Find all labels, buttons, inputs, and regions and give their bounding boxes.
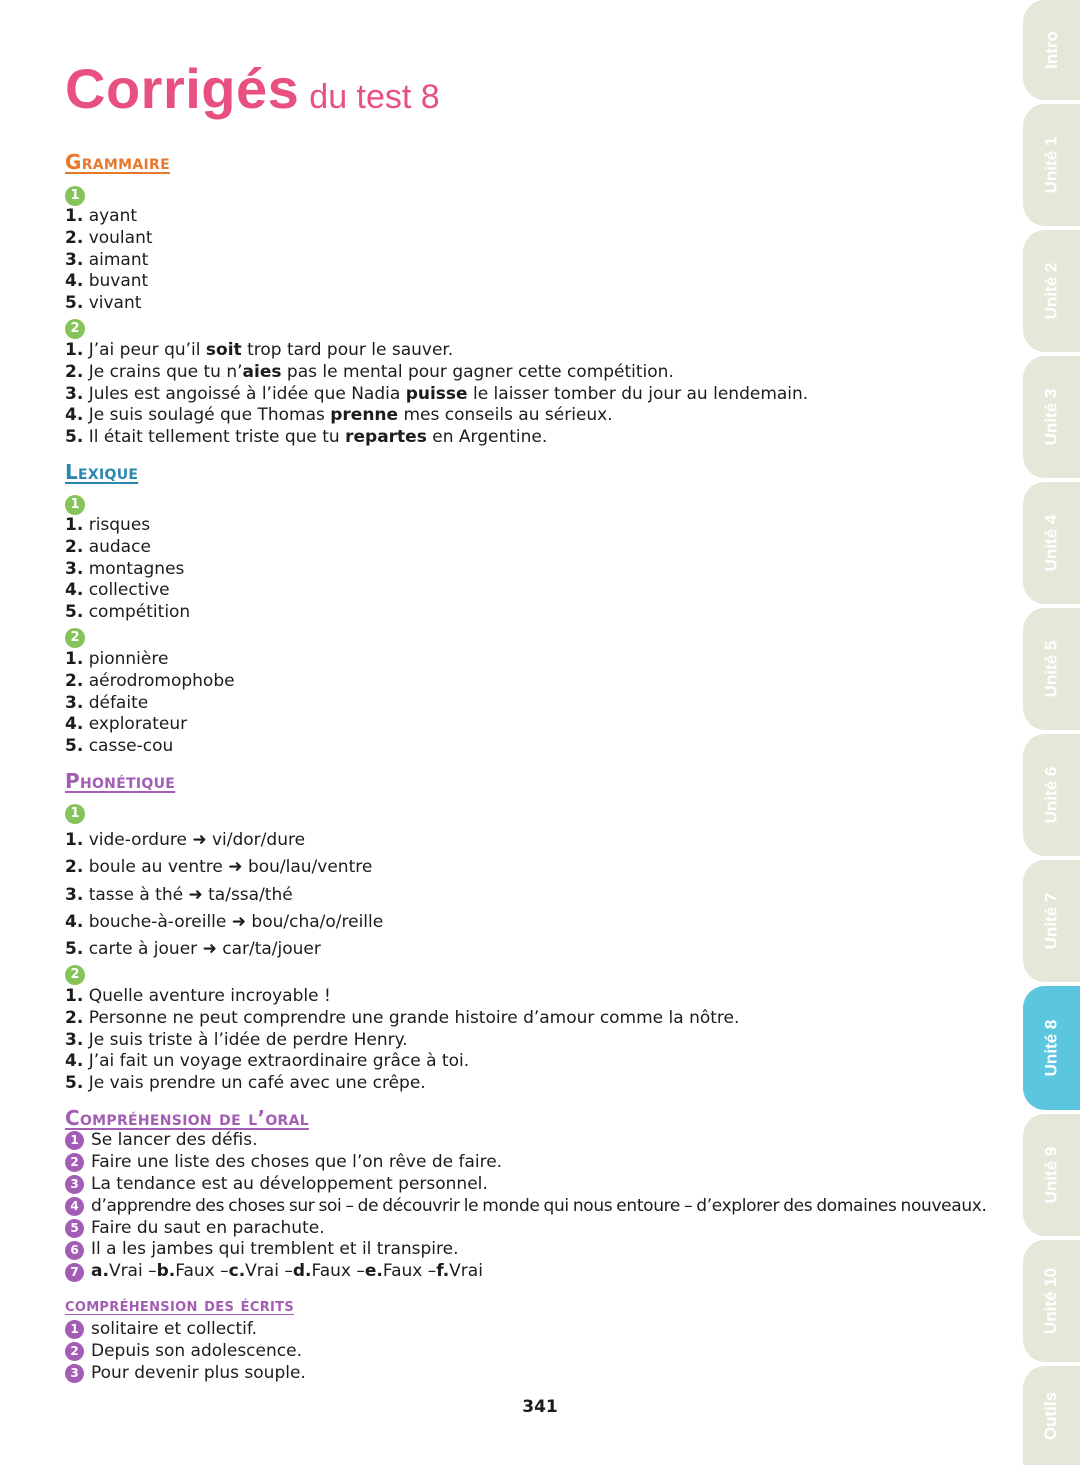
- list-item: 1. pionnière: [65, 649, 169, 669]
- list-item: 3. défaite: [65, 692, 149, 713]
- tab-intro[interactable]: Intro: [1023, 0, 1080, 100]
- exercise-badge: 1: [65, 186, 85, 206]
- oral-list: [65, 1130, 987, 1283]
- phonetique-ex1-list: [65, 827, 383, 963]
- phonetique-ex2-list: [65, 986, 739, 1095]
- question-badge: 1: [65, 1131, 84, 1150]
- list-item: 4 d’apprendre des choses sur soi – de découvrir le monde qui nous entoure – d’explorer des domaines nouveaux.: [65, 1196, 987, 1218]
- list-item: 5. casse-cou: [65, 736, 174, 757]
- list-item: 5. compétition: [65, 602, 191, 623]
- tab-unite-7[interactable]: Unité 7: [1023, 860, 1080, 982]
- list-item: 3 Pour devenir plus souple.: [65, 1363, 306, 1385]
- list-item: 2 Depuis son adolescence.: [65, 1341, 306, 1363]
- list-item: 3. montagnes: [65, 558, 185, 579]
- list-item: 1. risques: [65, 515, 151, 535]
- list-item: 1 solitaire et collectif.: [65, 1319, 306, 1341]
- lexique-heading: Lexique: [65, 460, 139, 484]
- list-item: 5. Je vais prendre un café avec une crêpe.: [65, 1073, 426, 1094]
- list-item: 3 La tendance est au développement personnel.: [65, 1174, 987, 1196]
- list-item: 1. Quelle aventure incroyable !: [65, 986, 331, 1006]
- list-item: 5. vivant: [65, 293, 142, 314]
- question-badge: 5: [65, 1219, 84, 1238]
- list-item: 5 Faire du saut en parachute.: [65, 1218, 987, 1240]
- list-item: 2. boule au ventre ➜ bou/lau/ventre: [65, 857, 373, 878]
- exercise-badge: 2: [65, 628, 85, 648]
- phonetique-heading: Phonétique: [65, 769, 176, 793]
- question-badge: 2: [65, 1342, 84, 1361]
- question-badge: 4: [65, 1197, 84, 1216]
- list-item: 2. aérodromophobe: [65, 670, 235, 691]
- question-badge: 6: [65, 1241, 84, 1260]
- list-item: 4. J’ai fait un voyage extraordinaire grâce à toi.: [65, 1051, 470, 1072]
- list-item: 1 Se lancer des défis.: [65, 1130, 987, 1152]
- list-item: 4. Je suis soulagé que Thomas prenne mes conseils au sérieux.: [65, 405, 613, 426]
- exercise-badge: 1: [65, 804, 85, 824]
- tab-unite-4[interactable]: Unité 4: [1023, 482, 1080, 604]
- list-item: 3. aimant: [65, 249, 149, 270]
- arrow-icon: ➜: [228, 857, 243, 878]
- exercise-badge: 1: [65, 495, 85, 515]
- list-item: 4. explorateur: [65, 714, 188, 735]
- tab-unite-1[interactable]: Unité 1: [1023, 104, 1080, 226]
- list-item: 2. Je crains que tu n’aies pas le mental pour gagner cette compétition.: [65, 361, 674, 382]
- question-badge: 1: [65, 1320, 84, 1339]
- grammaire-ex1-list: [65, 206, 153, 315]
- page-title: [65, 56, 440, 121]
- question-badge: 3: [65, 1175, 84, 1194]
- tab-unite-2[interactable]: Unité 2: [1023, 230, 1080, 352]
- arrow-icon: ➜: [188, 884, 203, 905]
- tab-unite-6[interactable]: Unité 6: [1023, 734, 1080, 856]
- list-item: 3. tasse à thé ➜ ta/ssa/thé: [65, 884, 293, 905]
- tab-unite-8[interactable]: Unité 8: [1023, 986, 1080, 1110]
- tab-unite-10[interactable]: Unité 10: [1023, 1240, 1080, 1362]
- grammaire-heading: Grammaire: [65, 150, 170, 174]
- tab-unite-9[interactable]: Unité 9: [1023, 1114, 1080, 1236]
- tab-outils[interactable]: Outils: [1023, 1366, 1080, 1465]
- page-number: 341: [522, 1397, 558, 1417]
- tab-unite-5[interactable]: Unité 5: [1023, 608, 1080, 730]
- arrow-icon: ➜: [192, 830, 207, 850]
- title-main: Corrigés: [65, 57, 300, 120]
- question-badge: 7: [65, 1263, 84, 1282]
- oral-heading: Compréhension de l’oral: [65, 1106, 309, 1130]
- list-item: 7 a. Vrai – b. Faux – c. Vrai – d. Faux – e. Faux – f. Vrai: [65, 1261, 987, 1283]
- question-badge: 3: [65, 1364, 84, 1383]
- ecrits-list: [65, 1319, 306, 1385]
- list-item: 2. Personne ne peut comprendre une grande histoire d’amour comme la nôtre.: [65, 1007, 740, 1028]
- list-item: 1. vide-ordure ➜ vi/dor/dure: [65, 830, 306, 850]
- list-item: 6 Il a les jambes qui tremblent et il transpire.: [65, 1239, 987, 1261]
- list-item: 1. J’ai peur qu’il soit trop tard pour le sauver.: [65, 340, 454, 360]
- list-item: 2. audace: [65, 536, 151, 557]
- grammaire-ex2-list: [65, 340, 808, 449]
- exercise-badge: 2: [65, 965, 85, 985]
- list-item: 2. voulant: [65, 227, 153, 248]
- list-item: 5. carte à jouer ➜ car/ta/jouer: [65, 939, 321, 960]
- list-item: 2 Faire une liste des choses que l’on rêve de faire.: [65, 1152, 987, 1174]
- list-item: 5. Il était tellement triste que tu repartes en Argentine.: [65, 427, 548, 448]
- lexique-ex2-list: [65, 649, 235, 758]
- list-item: 4. collective: [65, 580, 170, 601]
- unit-tabs: [1023, 0, 1080, 1465]
- ecrits-heading: compréhension des écrits: [65, 1295, 294, 1316]
- arrow-icon: ➜: [231, 911, 247, 932]
- list-item: 3. Je suis triste à l’idée de perdre Henry.: [65, 1029, 408, 1050]
- list-item: 4. bouche-à-oreille ➜ bou/cha/o/reille: [65, 911, 384, 932]
- lexique-ex1-list: [65, 515, 190, 624]
- list-item: 3. Jules est angoissé à l’idée que Nadia puisse le laisser tomber du jour au lendemain.: [65, 383, 809, 404]
- question-badge: 2: [65, 1153, 84, 1172]
- arrow-icon: ➜: [202, 939, 217, 960]
- list-item: 1. ayant: [65, 206, 138, 226]
- exercise-badge: 2: [65, 319, 85, 339]
- list-item: 4. buvant: [65, 271, 149, 292]
- title-sub: du test 8: [309, 78, 440, 116]
- tab-unite-3[interactable]: Unité 3: [1023, 356, 1080, 478]
